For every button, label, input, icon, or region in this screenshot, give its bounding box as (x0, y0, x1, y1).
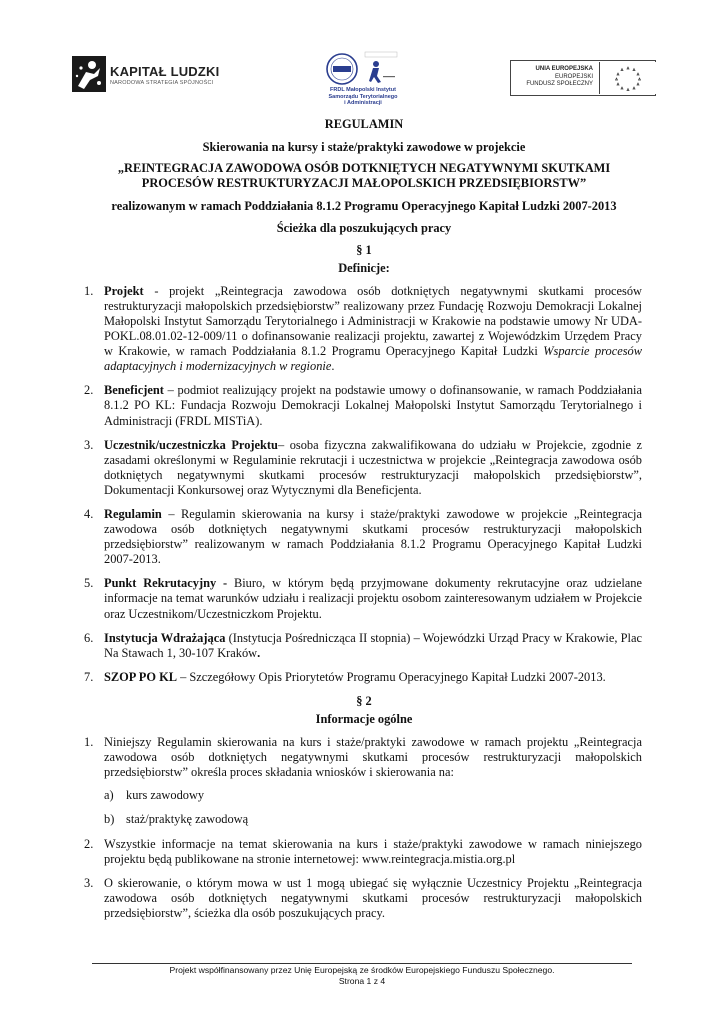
list-item (86, 670, 642, 685)
kapital-ludzki-subtitle: NARODOWA STRATEGIA SPÓJNOŚCI (110, 80, 214, 86)
document-content (86, 117, 642, 930)
general-info-list (86, 735, 642, 921)
sub-item-text: kurs zawodowy (126, 788, 205, 803)
sub-list-item (104, 788, 642, 803)
mistia-logo (317, 50, 407, 110)
item-number: 4. (84, 506, 94, 521)
item-number: 3. (84, 875, 94, 890)
item-text: Wszystkie informacje na temat skierowania na kurs i staże/praktyki zawodowe w ramach niniejszego projektu będą publikowane na stronie internetowej: www.reintegracja.mistia.org.pl (104, 836, 642, 866)
footer-cofinancing: Projekt współfinansowany przez Unię Europejską ze środków Europejskiego Funduszu Społecznego. (169, 965, 555, 975)
mistia-seal-icon (325, 52, 359, 86)
mistia-line-3: i Administracji (344, 100, 382, 106)
mistia-line-2: Samorządu Terytorialnego (328, 93, 398, 100)
document-title: REGULAMIN (324, 117, 404, 131)
section-1-number: § 1 (356, 242, 372, 257)
sub-item-letter: a) (104, 788, 114, 803)
eu-line-3: FUNDUSZ SPOŁECZNY (526, 81, 593, 87)
definition-term: SZOP PO KL (104, 669, 177, 684)
eu-logo (510, 60, 656, 96)
item-number: 2. (84, 383, 94, 398)
eu-line-2: EUROPEJSKI (554, 73, 593, 80)
definition-term: Instytucja Wdrażająca (104, 630, 226, 645)
eu-flag-icon (599, 62, 656, 94)
definition-term: Uczestnik/uczestniczka Projektu (104, 437, 278, 452)
list-item (86, 576, 642, 621)
sub-list (104, 788, 642, 827)
definition-tail: . (257, 645, 261, 660)
section-2-number: § 2 (356, 693, 372, 708)
kapital-ludzki-mark-icon (72, 56, 106, 92)
list-item (86, 438, 642, 498)
definition-term: Beneficjent (104, 383, 164, 398)
list-item (86, 876, 642, 921)
section-1-title: Definicje: (338, 260, 390, 275)
definition-text: (Instytucja Pośrednicząca II stopnia) – Wojewódzki Urząd Pracy w Krakowie, Plac Na Stawach 1, 30-107 Kraków (104, 630, 642, 660)
mistia-line-1: FRDL Małopolski Instytut (330, 87, 396, 93)
kapital-ludzki-title: KAPITAŁ LUDZKI (110, 64, 220, 79)
document-subtitle: Skierowania na kursy i staże/praktyki zawodowe w projekcie (202, 140, 526, 155)
list-item (86, 837, 642, 867)
definition-term: Projekt (104, 283, 144, 298)
programme-line: realizowanym w ramach Poddziałania 8.1.2 Programu Operacyjnego Kapitał Ludzki 2007-2013 (111, 199, 617, 214)
footer-divider (92, 963, 632, 964)
sub-item-text: staż/praktykę zawodową (126, 812, 249, 827)
project-name: „REINTEGRACJA ZAWODOWA OSÓB DOTKNIĘTYCH NEGATYWNYMI SKUTKAMI PROCESÓW RESTRUKTURYZACJI MAŁOPOLSKICH PRZEDSIĘBIORSTW” (117, 161, 611, 191)
path-line: Ścieżka dla poszukujących pracy (276, 221, 452, 236)
item-number: 1. (84, 283, 94, 298)
item-number: 6. (84, 630, 94, 645)
sub-list-item (104, 812, 642, 827)
list-item (86, 383, 642, 428)
item-number: 1. (84, 735, 94, 750)
definition-term: Regulamin (104, 506, 162, 521)
definition-tail: . (331, 359, 335, 374)
definition-term: Punkt Rekrutacyjny - (104, 576, 228, 591)
eu-line-1: UNIA EUROPEJSKA (535, 66, 593, 72)
item-text: O skierowanie, o którym mowa w ust 1 mogą ubiegać się wyłącznie Uczestnicy Projektu „Reintegracja zawodowa osób dotkniętych negatywnymi skutkami procesów restrukturyzacji małopolskich przedsiębiorstw”, ścieżka dla osób poszukujących pracy. (104, 875, 642, 920)
section-2-title: Informacje ogólne (315, 712, 413, 726)
list-item (86, 735, 642, 827)
eu-text (515, 66, 593, 89)
definition-text: – Regulamin skierowania na kursy i staże/praktyki zawodowe w projekcie „Reintegracja zawodowa osób dotkniętych negatywnymi skutkami procesów restrukturyzacji małopolskich przedsiębiorstw” realizowanym w ramach Poddziałania 8.1.2 Programu Operacyjnego Kapitał Ludzki 2007-2013. (104, 506, 642, 567)
definition-text: – osoba fizyczna zakwalifikowana do udziału w Projekcie, zgodnie z zasadami określonymi w Regulaminie rekrutacji i uczestnictwa w projekcie „Reintegracja zawodowa osób dotkniętych negatywnymi skutkami procesów restrukturyzacji małopolskich przedsiębiorstw”, Dokumentacji Konkursowej oraz Wytycznymi dla Beneficjenta. (104, 437, 642, 497)
definition-text: Biuro, w którym będą przyjmowane dokumenty rekrutacyjne oraz udzielane informacje na temat warunków udziału i realizacji projektu osobom zainteresowanym udziałem w Projekcie oraz Uczestnikom/Uczestniczkom Projektu. (104, 576, 642, 621)
header-logos (72, 50, 662, 110)
definition-italic: Wsparcie procesów adaptacyjnych i modernizacyjnych w regionie (104, 344, 642, 374)
list-item (86, 507, 642, 567)
page-number: Strona 1 z 4 (338, 975, 386, 986)
kapital-ludzki-logo (72, 56, 222, 96)
item-text: Niniejszy Regulamin skierowania na kurs i staże/praktyki zawodowe w ramach projektu „Reintegracja zawodowa osób dotkniętych negatywnymi skutkami procesów restrukturyzacji małopolskich przedsiębiorstw” określa proces składania wniosków i skierowania na: (104, 735, 642, 780)
definition-text: – podmiot realizujący projekt na podstawie umowy o dofinansowanie, w ramach Poddziałania 8.1.2 PO KL: Fundacja Rozwoju Demokracji Lokalnej Małopolski Instytut Samorządu Terytorialnego i Administracji (FRDL MISTiA). (104, 383, 642, 428)
sub-item-letter: b) (104, 812, 115, 827)
mistia-text (323, 87, 403, 107)
page-footer (86, 965, 638, 986)
person-figure-icon (363, 50, 399, 86)
list-item (86, 631, 642, 661)
definitions-list (86, 284, 642, 685)
item-number: 5. (84, 576, 94, 591)
item-number: 2. (84, 836, 94, 851)
item-number: 3. (84, 437, 94, 452)
list-item (86, 284, 642, 375)
definition-text: - projekt „Reintegracja zawodowa osób dotkniętych negatywnymi skutkami procesów restrukturyzacji małopolskich przedsiębiorstw” realizowany przez Fundację Rozwoju Demokracji Lokalnej Małopolski Instytut Samorządu Terytorialnego i Administracji w Krakowie na podstawie umowy Nr UDA-POKL.08.01.02-12-009/11 o dofinansowanie realizacji projektu, zawartej z Wojewódzkim Urzędem Pracy w Krakowie, w ramach Poddziałania 8.1.2 Programu Operacyjnego Kapitał Ludzki (104, 283, 642, 359)
definition-text: – Szczegółowy Opis Priorytetów Programu Operacyjnego Kapitał Ludzki 2007-2013. (176, 669, 606, 684)
item-number: 7. (84, 669, 94, 684)
